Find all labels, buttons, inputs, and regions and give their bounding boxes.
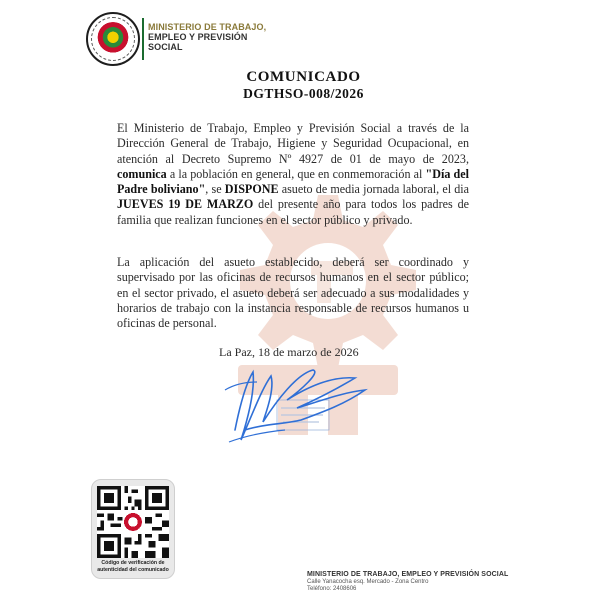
paragraph-1 (117, 121, 469, 228)
p1-date-highlight: JUEVES 19 DE MARZO (117, 197, 254, 212)
p1-text-g: asueto de media jornada laboral, el dia (278, 182, 470, 197)
ministry-name-line2: EMPLEO Y PREVISIÓN (148, 32, 248, 42)
document-title: COMUNICADO (246, 69, 361, 85)
qr-code[interactable] (97, 486, 169, 558)
document-code: DGTHSO-008/2026 (243, 86, 364, 101)
p1-text-e: , se (205, 182, 225, 197)
footer-address: Calle Yanacocha esq. Mercado - Zona Centro (307, 579, 429, 585)
p1-comunica: comunica (117, 166, 167, 181)
qr-caption (92, 560, 174, 573)
ministry-name-line1: MINISTERIO DE TRABAJO, (148, 22, 267, 32)
footer-ministry: MINISTERIO DE TRABAJO, EMPLEO Y PREVISIÓN SOCIAL (307, 571, 509, 578)
p1-dia-del-padre: "Día del Padre boliviano" (117, 166, 469, 197)
header-divider (142, 18, 144, 60)
qr-caption-line1: Código de verificación de (101, 560, 165, 566)
p1-text-i: del presente año para todos los padres de familia que realizan funciones en el sector público y privado. (117, 197, 469, 227)
p1-dispone: DISPONE (224, 182, 279, 197)
handwritten-signature (205, 360, 395, 455)
qr-caption-line2: autenticidad del comunicado (97, 566, 169, 573)
ministry-name (148, 22, 266, 52)
ministry-name-line3: SOCIAL (148, 42, 183, 52)
footer-phone: Teléfono: 2408606 (307, 586, 357, 592)
coat-of-arms-seal (86, 12, 140, 66)
paragraph-2: La aplicación del asueto establecido, deberá ser coordinado y supervisado por las oficinas de recursos humanos en el sector público; en el sector privado, el asueto deberá ser adecuado a sus modalidades y horarios de trabajo con la instancia responsable de recursos humanos u oficinas de personal. (117, 255, 469, 331)
p1-text-a: El Ministerio de Trabajo, Empleo y Previsión Social a través de la Dirección General de Trabajo, Higiene y Seguridad Ocupacional, en atención al Decreto Supremo Nº 4927 de 01 de mayo de 2023, (117, 121, 469, 166)
place-date: La Paz, 18 de marzo de 2026 (219, 345, 359, 359)
footer (307, 571, 508, 592)
p1-text-c: a la población en general, que en conmemoración al (166, 166, 426, 181)
